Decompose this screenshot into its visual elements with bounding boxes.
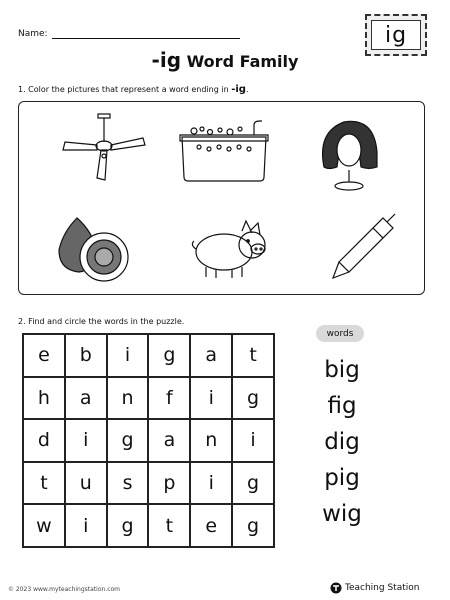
puzzle-cell[interactable]: i (65, 419, 107, 462)
instruction-1 (18, 84, 248, 95)
puzzle-cell[interactable]: g (232, 504, 274, 547)
puzzle-cell[interactable]: p (148, 462, 190, 505)
puzzle-cell[interactable]: t (148, 504, 190, 547)
puzzle-cell[interactable]: g (107, 504, 149, 547)
word-big: big (324, 357, 360, 383)
name-label: Name: (18, 29, 48, 39)
word-fig: fig (327, 393, 357, 419)
puzzle-cell[interactable]: g (107, 419, 149, 462)
puzzle-cell[interactable]: s (107, 462, 149, 505)
puzzle-cell[interactable]: g (232, 377, 274, 420)
ceiling-fan-icon[interactable] (59, 112, 149, 187)
title-suffix: -ig (151, 48, 182, 72)
puzzle-cell[interactable]: h (23, 377, 65, 420)
brand[interactable] (330, 582, 419, 594)
instruction-1-ending: -ig (231, 84, 246, 95)
bathtub-icon[interactable] (174, 117, 274, 187)
fig-icon[interactable] (49, 212, 139, 287)
pen-icon[interactable] (329, 212, 399, 282)
puzzle-cell[interactable]: b (65, 334, 107, 377)
wig-icon[interactable] (309, 112, 389, 197)
name-line[interactable] (52, 38, 240, 39)
puzzle-cell[interactable]: i (190, 462, 232, 505)
puzzle-cell[interactable]: e (23, 334, 65, 377)
word-pig: pig (324, 465, 360, 491)
word-family-badge-text: ig (371, 20, 421, 50)
words-header: words (316, 325, 364, 342)
word-dig: dig (324, 429, 360, 455)
puzzle-cell[interactable]: a (190, 334, 232, 377)
puzzle-cell[interactable]: u (65, 462, 107, 505)
word-wig: wig (322, 501, 362, 527)
puzzle-cell[interactable]: i (190, 377, 232, 420)
puzzle-cell[interactable]: i (65, 504, 107, 547)
word-search-grid (22, 333, 275, 548)
puzzle-cell[interactable]: g (148, 334, 190, 377)
pig-icon[interactable] (184, 217, 274, 282)
puzzle-cell[interactable]: g (232, 462, 274, 505)
puzzle-cell[interactable]: d (23, 419, 65, 462)
puzzle-cell[interactable]: a (148, 419, 190, 462)
puzzle-cell[interactable]: i (232, 419, 274, 462)
teaching-station-logo-icon (330, 582, 342, 594)
copyright: © 2023 www.myteachingstation.com (8, 586, 121, 593)
puzzle-cell[interactable]: f (148, 377, 190, 420)
puzzle-cell[interactable]: w (23, 504, 65, 547)
puzzle-cell[interactable]: t (23, 462, 65, 505)
puzzle-cell[interactable]: n (190, 419, 232, 462)
instruction-1-text: 1. Color the pictures that represent a word ending in (18, 85, 232, 94)
puzzle-cell[interactable]: t (232, 334, 274, 377)
brand-name: Teaching Station (345, 583, 420, 593)
instruction-1-end: . (245, 85, 249, 94)
puzzle-cell[interactable]: a (65, 377, 107, 420)
puzzle-cell[interactable]: n (107, 377, 149, 420)
page-title (0, 48, 450, 72)
instruction-2: 2. Find and circle the words in the puzzle. (18, 317, 185, 326)
pictures-box (18, 101, 425, 295)
title-text: Word Family (181, 52, 299, 71)
puzzle-cell[interactable]: e (190, 504, 232, 547)
puzzle-cell[interactable]: i (107, 334, 149, 377)
